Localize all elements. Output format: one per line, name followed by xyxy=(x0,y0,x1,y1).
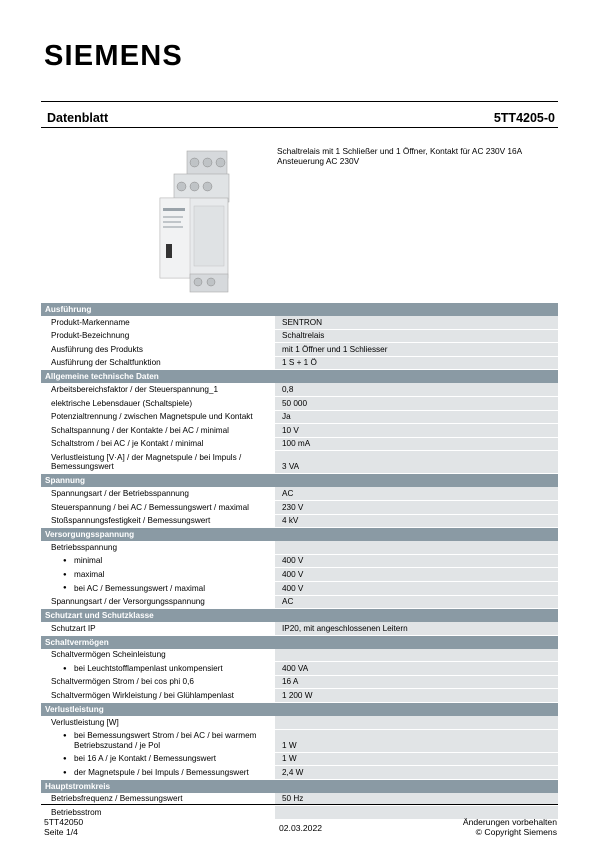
spec-value: 1 W xyxy=(275,730,558,752)
spec-label: Schaltstrom / bei AC / je Kontakt / minimal xyxy=(51,439,204,449)
spec-value: 400 VA xyxy=(275,662,558,675)
spec-row xyxy=(41,753,558,767)
spec-label: Ausführung des Produkts xyxy=(51,344,143,354)
title-divider xyxy=(41,127,558,128)
spec-row xyxy=(41,397,558,411)
spec-row xyxy=(41,383,558,397)
spec-row xyxy=(41,501,558,515)
spec-value: 2,4 W xyxy=(275,766,558,779)
spec-row xyxy=(41,541,558,555)
siemens-logo: SIEMENS xyxy=(44,40,183,72)
spec-row xyxy=(41,662,558,676)
description-line: Ansteuerung AC 230V xyxy=(277,156,360,166)
spec-label: Stoßspannungsfestigkeit / Bemessungswert xyxy=(51,516,211,526)
spec-label: Spannungsart / der Betriebsspannung xyxy=(51,488,189,498)
spec-value xyxy=(275,541,558,554)
spec-value: 3 VA xyxy=(275,451,558,473)
footer-page: Seite 1/4 xyxy=(44,827,78,837)
spec-row xyxy=(41,357,558,371)
spec-label: elektrische Lebensdauer (Schaltspiele) xyxy=(51,398,193,408)
section-header: Versorgungsspannung xyxy=(41,528,558,541)
spec-value: 1 W xyxy=(275,753,558,766)
footer-divider xyxy=(41,804,558,805)
spec-value: 100 mA xyxy=(275,438,558,451)
spec-label: Schaltvermögen Wirkleistung / bei Glühlampenlast xyxy=(51,691,234,701)
spec-row xyxy=(41,730,558,753)
spec-row xyxy=(41,343,558,357)
footer-left xyxy=(44,817,83,837)
spec-label: ● bei Bemessungswert Strom / bei AC / bei warmem Betriebszustand / je Pol xyxy=(41,730,275,752)
spec-row xyxy=(41,582,558,596)
header-divider xyxy=(41,101,558,102)
spec-value: 50 Hz xyxy=(275,793,558,806)
section-header: Schutzart und Schutzklasse xyxy=(41,609,558,622)
spec-label: Schutzart IP xyxy=(51,623,96,633)
spec-value: 10 V xyxy=(275,424,558,437)
spec-label: Verlustleistung [W] xyxy=(51,717,119,727)
footer-right xyxy=(463,817,557,837)
spec-value: SENTRON xyxy=(275,316,558,329)
spec-label: Betriebsspannung xyxy=(51,542,118,552)
spec-label: Produkt-Bezeichnung xyxy=(51,331,130,341)
spec-value: 230 V xyxy=(275,501,558,514)
spec-value xyxy=(275,716,558,729)
spec-value: AC xyxy=(275,596,558,609)
spec-label: Ausführung der Schaltfunktion xyxy=(51,358,161,368)
spec-row xyxy=(41,689,558,703)
spec-row xyxy=(41,555,558,569)
spec-label: ● bei 16 A / je Kontakt / Bemessungswert xyxy=(41,753,275,766)
spec-value: 50 000 xyxy=(275,397,558,410)
footer-article: 5TT42050 xyxy=(44,817,84,827)
doc-title: Datenblatt xyxy=(47,111,109,125)
spec-row xyxy=(41,451,558,474)
spec-row xyxy=(41,515,558,529)
spec-value: 400 V xyxy=(275,568,558,581)
spec-label: ● bei AC / Bemessungswert / maximal xyxy=(41,582,275,595)
spec-label: Schaltvermögen Scheinleistung xyxy=(51,650,166,660)
spec-label: Schaltvermögen Strom / bei cos phi 0,6 xyxy=(51,677,194,687)
product-image xyxy=(150,146,245,296)
spec-label: Betriebsstrom xyxy=(51,808,102,818)
spec-table xyxy=(41,303,558,820)
spec-row xyxy=(41,330,558,344)
spec-value: 400 V xyxy=(275,555,558,568)
spec-value: AC xyxy=(275,487,558,500)
spec-row xyxy=(41,676,558,690)
spec-label: Steuerspannung / bei AC / Bemessungswert / maximal xyxy=(51,502,249,512)
spec-label: Betriebsfrequenz / Bemessungswert xyxy=(51,794,183,804)
spec-row xyxy=(41,622,558,636)
spec-value: Ja xyxy=(275,411,558,424)
spec-label: Produkt-Markenname xyxy=(51,317,130,327)
spec-row xyxy=(41,316,558,330)
spec-label: ● bei Leuchtstofflampenlast unkompensiert xyxy=(41,662,275,675)
spec-row xyxy=(41,424,558,438)
footer-notice: Änderungen vorbehalten xyxy=(462,817,557,827)
spec-row xyxy=(41,487,558,501)
footer-date: 02.03.2022 xyxy=(279,823,323,833)
spec-row xyxy=(41,766,558,780)
spec-value: Schaltrelais xyxy=(275,330,558,343)
section-header: Ausführung xyxy=(41,303,558,316)
spec-row xyxy=(41,716,558,730)
spec-row xyxy=(41,596,558,610)
spec-value: 4 kV xyxy=(275,515,558,528)
spec-value: 400 V xyxy=(275,582,558,595)
description-line: Schaltrelais mit 1 Schließer und 1 Öffner, Kontakt für AC 230V 16A xyxy=(277,146,523,156)
doc-id: 5TT4205-0 xyxy=(493,111,555,125)
spec-row xyxy=(41,568,558,582)
spec-label: Spannungsart / der Versorgungsspannung xyxy=(51,597,205,607)
spec-row xyxy=(41,438,558,452)
section-header: Spannung xyxy=(41,474,558,487)
spec-value: 16 A xyxy=(275,676,558,689)
spec-label: Potenzialtrennung / zwischen Magnetspule und Kontakt xyxy=(51,412,253,422)
spec-row xyxy=(41,649,558,663)
spec-value: mit 1 Öffner und 1 Schliesser xyxy=(275,343,558,356)
section-header: Allgemeine technische Daten xyxy=(41,370,558,383)
spec-label: ● minimal xyxy=(41,555,275,568)
spec-label: ● der Magnetspule / bei Impuls / Bemessungswert xyxy=(41,766,275,779)
spec-row xyxy=(41,411,558,425)
spec-value: 1 S + 1 Ö xyxy=(275,357,558,370)
footer-copyright: © Copyright Siemens xyxy=(475,827,557,837)
spec-value: IP20, mit angeschlossenen Leitern xyxy=(275,622,558,635)
spec-label: Schaltspannung / der Kontakte / bei AC / minimal xyxy=(51,425,229,435)
spec-value xyxy=(275,649,558,662)
spec-value: 0,8 xyxy=(275,383,558,396)
product-description xyxy=(277,146,557,166)
section-header: Verlustleistung xyxy=(41,703,558,716)
spec-value: 1 200 W xyxy=(275,689,558,702)
spec-label: ● maximal xyxy=(41,568,275,581)
section-header: Hauptstromkreis xyxy=(41,780,558,793)
spec-label: Verlustleistung [V·A] / der Magnetspule / bei Impuls / Bemessungswert xyxy=(51,452,242,472)
section-header: Schaltvermögen xyxy=(41,636,558,649)
spec-label: Arbeitsbereichsfaktor / der Steuerspannung_1 xyxy=(51,384,219,394)
